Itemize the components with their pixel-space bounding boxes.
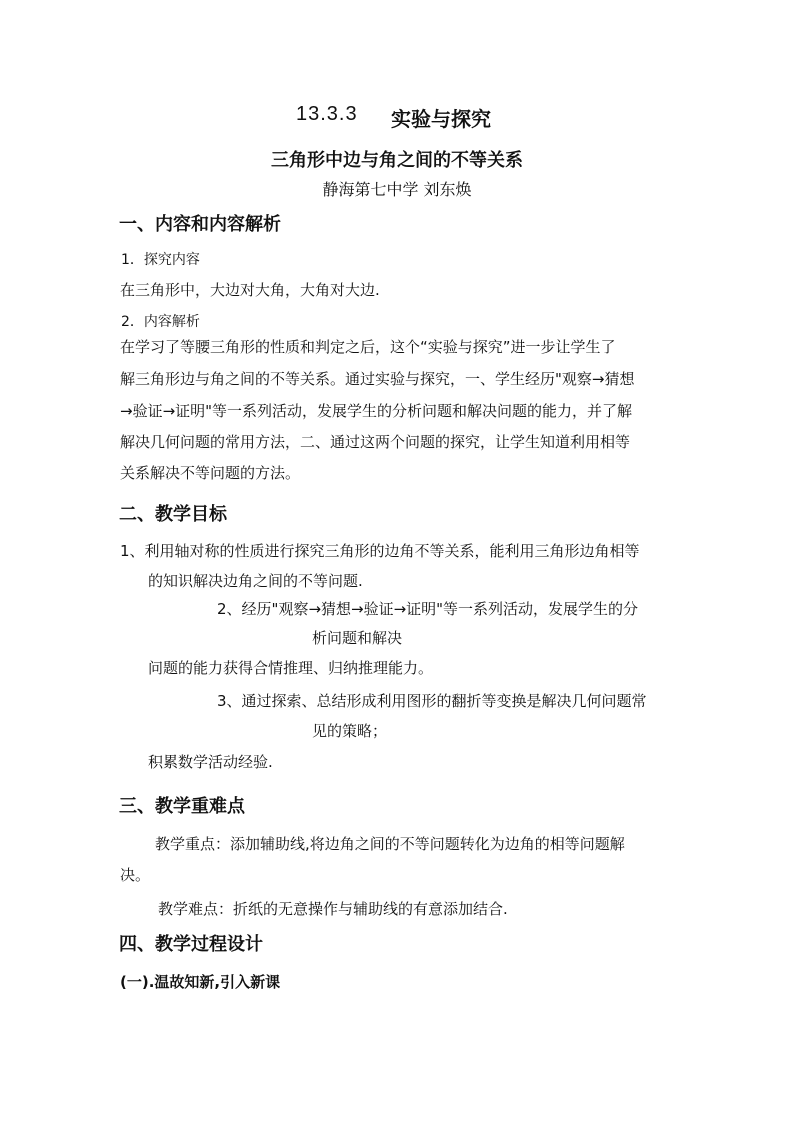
page-title: 实验与探究 bbox=[391, 107, 491, 131]
section-heading-key-points: 三、教学重难点 bbox=[119, 796, 245, 817]
paragraph-line: 在学习了等腰三角形的性质和判定之后，这个“实验与探究”进一步让学生了 bbox=[120, 338, 616, 356]
section-heading-goals: 二、教学目标 bbox=[119, 504, 227, 525]
author: 静海第七中学 刘东焕 bbox=[322, 180, 472, 199]
goal-2-line-1: 2、经历"观察→猜想→验证→证明"等一系列活动，发展学生的分 bbox=[217, 600, 639, 618]
paragraph-line: 解决几何问题的常用方法，二、通过这两个问题的探究，让学生知道利用相等 bbox=[120, 433, 631, 451]
paragraph-explore-content: 在三角形中，大边对大角，大角对大边. bbox=[120, 281, 380, 299]
goal-3-line-3: 积累数学活动经验. bbox=[148, 753, 273, 771]
goal-2-line-3: 问题的能力获得合情推理、归纳推理能力。 bbox=[148, 659, 434, 677]
title-number: 13.3.3 bbox=[296, 103, 358, 125]
key-point-line-1: 教学重点：添加辅助线,将边角之间的不等问题转化为边角的相等问题解 bbox=[155, 835, 625, 853]
item-label-explore-content: 1．探究内容 bbox=[121, 252, 200, 268]
section-heading-process: 四、教学过程设计 bbox=[119, 934, 263, 955]
goal-2-line-2: 析问题和解决 bbox=[312, 629, 403, 647]
paragraph-line: 解三角形边与角之间的不等关系。通过实验与探究，一、学生经历"观察→猜想 bbox=[120, 370, 635, 388]
section-heading-content: 一、内容和内容解析 bbox=[119, 214, 281, 235]
goal-3-line-1: 3、通过探索、总结形成利用图形的翻折等变换是解决几何问题常 bbox=[217, 692, 647, 710]
paragraph-line: →验证→证明"等一系列活动，发展学生的分析问题和解决问题的能力，并了解 bbox=[120, 402, 633, 420]
difficulty-line: 教学难点：折纸的无意操作与辅助线的有意添加结合. bbox=[158, 900, 508, 918]
goal-1-line-1: 1、利用轴对称的性质进行探究三角形的边角不等关系，能利用三角形边角相等 bbox=[120, 542, 640, 560]
subtitle: 三角形中边与角之间的不等关系 bbox=[271, 150, 523, 171]
goal-1-line-2: 的知识解决边角之间的不等问题. bbox=[148, 572, 363, 590]
goal-3-line-2: 见的策略； bbox=[312, 722, 388, 740]
paragraph-line: 关系解决不等问题的方法。 bbox=[120, 464, 301, 482]
key-point-line-2: 决。 bbox=[120, 866, 151, 884]
item-label-content-analysis: 2．内容解析 bbox=[121, 314, 200, 330]
subsection-heading-review: (一).温故知新,引入新课 bbox=[120, 973, 281, 991]
